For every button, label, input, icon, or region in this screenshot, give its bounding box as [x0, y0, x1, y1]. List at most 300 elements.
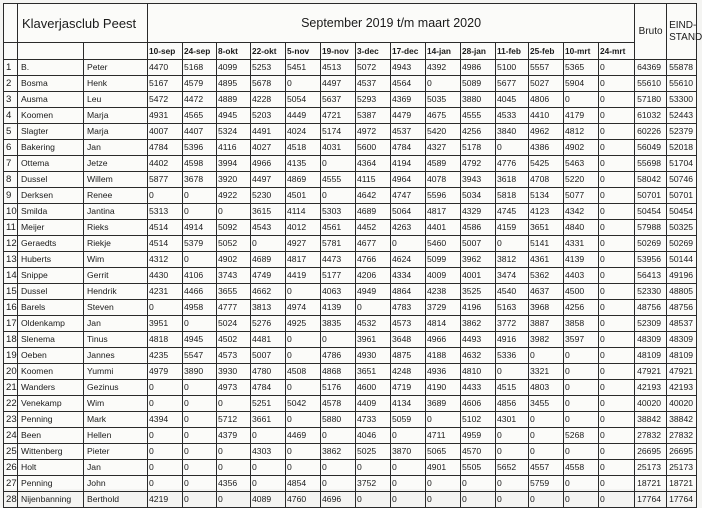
table-row: [4, 60, 697, 76]
score-cell: 5451: [286, 60, 321, 76]
score-cell: 4786: [321, 348, 356, 364]
first-name-cell: Rieks: [84, 220, 148, 236]
table-row: [4, 140, 697, 156]
score-cell: 4256: [461, 124, 496, 140]
score-cell: 5065: [426, 444, 461, 460]
eindstand-cell: 17764: [667, 492, 697, 508]
bruto-cell: 52309: [635, 316, 667, 332]
score-cell: 3862: [461, 316, 496, 332]
score-cell: 5100: [496, 60, 529, 76]
score-cell: 4579: [183, 76, 217, 92]
rank-cell: 28: [4, 492, 18, 508]
score-cell: 4689: [356, 204, 391, 220]
score-cell: 4573: [391, 316, 426, 332]
score-cell: 0: [286, 332, 321, 348]
score-cell: 4840: [564, 220, 599, 236]
bruto-cell: 50701: [635, 188, 667, 204]
table-row: [4, 348, 697, 364]
score-cell: 4792: [461, 156, 496, 172]
eindstand-cell: 50746: [667, 172, 697, 188]
table-row: [4, 124, 697, 140]
score-cell: 0: [599, 76, 635, 92]
score-cell: 3772: [496, 316, 529, 332]
score-cell: 0: [217, 204, 251, 220]
score-cell: 5652: [496, 460, 529, 476]
score-cell: 5054: [286, 92, 321, 108]
table-row: [4, 396, 697, 412]
score-cell: 5203: [251, 108, 286, 124]
last-name-cell: Bakering: [18, 140, 84, 156]
score-cell: 4662: [251, 284, 286, 300]
last-name-cell: Derksen: [18, 188, 84, 204]
score-cell: 4895: [217, 76, 251, 92]
score-cell: 4979: [148, 364, 183, 380]
score-cell: 4123: [529, 204, 564, 220]
score-cell: 0: [599, 236, 635, 252]
table-row: [4, 76, 697, 92]
score-cell: 5596: [426, 188, 461, 204]
score-cell: 4943: [391, 60, 426, 76]
score-cell: 0: [599, 92, 635, 108]
score-cell: 0: [183, 444, 217, 460]
first-name-cell: Henk: [84, 76, 148, 92]
score-cell: 0: [461, 476, 496, 492]
bruto-cell: 48756: [635, 300, 667, 316]
eindstand-cell: 52443: [667, 108, 697, 124]
score-cell: 4401: [426, 220, 461, 236]
score-cell: 3887: [529, 316, 564, 332]
score-cell: 5007: [251, 348, 286, 364]
score-cell: 4677: [356, 236, 391, 252]
score-cell: 4869: [286, 172, 321, 188]
score-cell: 5505: [461, 460, 496, 476]
score-cell: 4721: [321, 108, 356, 124]
score-cell: 0: [286, 412, 321, 428]
score-cell: 3729: [426, 300, 461, 316]
score-cell: 3474: [496, 268, 529, 284]
score-cell: 3835: [321, 316, 356, 332]
score-cell: 5425: [529, 156, 564, 172]
club-name: Klaverjasclub Peest: [18, 4, 148, 43]
score-cell: 5024: [217, 316, 251, 332]
score-cell: 4386: [529, 140, 564, 156]
score-cell: 4502: [217, 332, 251, 348]
eindstand-header-line1: EIND-: [669, 19, 697, 31]
score-cell: 3321: [529, 364, 564, 380]
score-cell: 0: [321, 188, 356, 204]
score-cell: 0: [426, 492, 461, 508]
eindstand-cell: 50144: [667, 252, 697, 268]
score-cell: 4557: [529, 460, 564, 476]
score-cell: 3982: [529, 332, 564, 348]
eindstand-cell: 25173: [667, 460, 697, 476]
score-cell: 4045: [496, 92, 529, 108]
score-cell: 4248: [391, 364, 426, 380]
score-cell: 0: [321, 156, 356, 172]
score-cell: 4179: [564, 108, 599, 124]
score-cell: 0: [496, 364, 529, 380]
score-cell: 4012: [286, 220, 321, 236]
first-name-cell: Wim: [84, 396, 148, 412]
score-cell: 0: [529, 348, 564, 364]
score-cell: 0: [391, 460, 426, 476]
score-cell: 5168: [183, 60, 217, 76]
bruto-cell: 48109: [635, 348, 667, 364]
score-cell: 4868: [321, 364, 356, 380]
date-header: 8-okt: [217, 43, 251, 60]
score-cell: 4329: [461, 204, 496, 220]
rank-cell: 21: [4, 380, 18, 396]
rank-cell: 25: [4, 444, 18, 460]
rank-cell: 11: [4, 220, 18, 236]
score-cell: 4497: [251, 172, 286, 188]
bruto-cell: 56049: [635, 140, 667, 156]
score-cell: 5379: [183, 236, 217, 252]
score-cell: 4856: [496, 396, 529, 412]
score-cell: 4419: [286, 268, 321, 284]
score-cell: 0: [148, 476, 183, 492]
last-name-cell: Barels: [18, 300, 84, 316]
score-cell: 0: [217, 444, 251, 460]
rank-cell: 12: [4, 236, 18, 252]
score-cell: 0: [217, 396, 251, 412]
score-cell: 5064: [391, 204, 426, 220]
score-cell: 4964: [391, 172, 426, 188]
score-cell: 5167: [148, 76, 183, 92]
last-name-cell: Meijer: [18, 220, 84, 236]
score-cell: 4783: [391, 300, 426, 316]
score-cell: 4500: [564, 284, 599, 300]
first-name-cell: Leu: [84, 92, 148, 108]
score-cell: 3858: [564, 316, 599, 332]
score-cell: 0: [183, 412, 217, 428]
bruto-header: Bruto: [635, 4, 667, 60]
first-name-cell: Gezinus: [84, 380, 148, 396]
score-cell: 4331: [564, 236, 599, 252]
table-row: [4, 92, 697, 108]
table-row: [4, 204, 697, 220]
score-cell: 4024: [286, 124, 321, 140]
score-cell: 0: [599, 284, 635, 300]
score-cell: 5178: [461, 140, 496, 156]
score-cell: 5102: [461, 412, 496, 428]
score-cell: 4078: [426, 172, 461, 188]
last-name-cell: Dussel: [18, 172, 84, 188]
date-header: 22-okt: [251, 43, 286, 60]
rank-cell: 8: [4, 172, 18, 188]
date-header: 25-feb: [529, 43, 564, 60]
last-name-cell: Slagter: [18, 124, 84, 140]
score-cell: 5547: [183, 348, 217, 364]
score-cell: 5904: [564, 76, 599, 92]
bruto-cell: 55610: [635, 76, 667, 92]
score-cell: 0: [391, 428, 426, 444]
score-cell: 5052: [217, 236, 251, 252]
first-name-cell: Yummi: [84, 364, 148, 380]
score-cell: 4452: [356, 220, 391, 236]
first-name-cell: Peter: [84, 60, 148, 76]
score-cell: 4007: [148, 124, 183, 140]
score-cell: 0: [251, 428, 286, 444]
score-cell: 0: [148, 300, 183, 316]
score-cell: 4642: [356, 188, 391, 204]
score-cell: 4342: [564, 204, 599, 220]
score-cell: 5035: [426, 92, 461, 108]
score-cell: 4600: [356, 380, 391, 396]
table-row: [4, 252, 697, 268]
score-cell: 4491: [251, 124, 286, 140]
date-header: 24-mrt: [599, 43, 635, 60]
bruto-cell: 61032: [635, 108, 667, 124]
score-cell: 5759: [529, 476, 564, 492]
score-cell: 4188: [426, 348, 461, 364]
score-cell: 0: [564, 92, 599, 108]
eindstand-cell: 42193: [667, 380, 697, 396]
table-row: [4, 300, 697, 316]
score-cell: 4263: [391, 220, 426, 236]
first-name-cell: John: [84, 476, 148, 492]
score-cell: 5174: [321, 124, 356, 140]
last-name-cell: Wittenberg: [18, 444, 84, 460]
score-cell: 4916: [496, 332, 529, 348]
score-cell: 0: [599, 268, 635, 284]
score-cell: 4301: [496, 412, 529, 428]
score-cell: 0: [599, 188, 635, 204]
score-cell: 4139: [321, 300, 356, 316]
score-cell: 4606: [461, 396, 496, 412]
date-header: 14-jan: [426, 43, 461, 60]
bruto-cell: 52330: [635, 284, 667, 300]
score-cell: 0: [599, 444, 635, 460]
score-cell: 4974: [286, 300, 321, 316]
score-cell: 4745: [496, 204, 529, 220]
score-cell: 5089: [461, 76, 496, 92]
score-cell: 0: [599, 300, 635, 316]
table-row: [4, 412, 697, 428]
score-cell: 0: [599, 252, 635, 268]
score-cell: 4515: [496, 380, 529, 396]
score-cell: 0: [183, 252, 217, 268]
score-cell: 0: [599, 476, 635, 492]
score-cell: 3890: [183, 364, 217, 380]
last-name-cell: Ottema: [18, 156, 84, 172]
score-cell: 0: [217, 460, 251, 476]
score-cell: 5027: [529, 76, 564, 92]
score-cell: 4922: [217, 188, 251, 204]
score-cell: 0: [217, 492, 251, 508]
eindstand-header: [667, 4, 702, 60]
score-cell: 4219: [148, 492, 183, 508]
first-name-cell: Berthold: [84, 492, 148, 508]
score-cell: 3920: [217, 172, 251, 188]
score-cell: 4402: [148, 156, 183, 172]
score-cell: 4139: [564, 252, 599, 268]
score-cell: 0: [599, 124, 635, 140]
score-cell: 4930: [356, 348, 391, 364]
score-cell: 4497: [321, 76, 356, 92]
score-cell: 0: [148, 396, 183, 412]
score-cell: 4784: [251, 380, 286, 396]
last-name-cell: Been: [18, 428, 84, 444]
score-cell: 4814: [426, 316, 461, 332]
score-cell: 4238: [426, 284, 461, 300]
eindstand-cell: 48309: [667, 332, 697, 348]
score-cell: 3862: [321, 444, 356, 460]
eindstand-cell: 51704: [667, 156, 697, 172]
score-cell: 4473: [321, 252, 356, 268]
score-cell: 5781: [321, 236, 356, 252]
score-cell: 4392: [426, 60, 461, 76]
score-cell: 0: [496, 444, 529, 460]
score-cell: 5042: [286, 396, 321, 412]
first-name-cell: Jan: [84, 316, 148, 332]
score-cell: 4598: [183, 156, 217, 172]
score-cell: 0: [461, 492, 496, 508]
last-name-cell: Oldenkamp: [18, 316, 84, 332]
score-cell: 3651: [529, 220, 564, 236]
rank-cell: 7: [4, 156, 18, 172]
score-cell: 4570: [461, 444, 496, 460]
score-cell: 0: [356, 460, 391, 476]
score-cell: 4675: [426, 108, 461, 124]
score-cell: 5077: [564, 188, 599, 204]
score-cell: 5365: [564, 60, 599, 76]
first-name-cell: Wim: [84, 252, 148, 268]
score-cell: 0: [599, 140, 635, 156]
score-cell: 4364: [356, 156, 391, 172]
score-cell: 0: [599, 156, 635, 172]
score-cell: 4749: [251, 268, 286, 284]
score-cell: 5600: [356, 140, 391, 156]
last-name-cell: Koomen: [18, 108, 84, 124]
score-cell: 4194: [391, 156, 426, 172]
bruto-cell: 38842: [635, 412, 667, 428]
table-row: [4, 236, 697, 252]
score-cell: 4927: [286, 236, 321, 252]
score-cell: 4031: [321, 140, 356, 156]
rank-cell: 3: [4, 92, 18, 108]
first-name-cell: Pieter: [84, 444, 148, 460]
score-cell: 4902: [217, 252, 251, 268]
score-cell: 3870: [391, 444, 426, 460]
first-name-cell: Marja: [84, 108, 148, 124]
score-cell: 0: [599, 60, 635, 76]
score-cell: 4747: [391, 188, 426, 204]
score-cell: 5677: [496, 76, 529, 92]
score-cell: 0: [183, 460, 217, 476]
score-cell: 0: [599, 396, 635, 412]
rank-cell: 26: [4, 460, 18, 476]
score-cell: 3961: [356, 332, 391, 348]
score-cell: 4312: [148, 252, 183, 268]
score-cell: 0: [599, 492, 635, 508]
score-cell: 0: [496, 428, 529, 444]
score-cell: 4812: [564, 124, 599, 140]
score-cell: 0: [599, 220, 635, 236]
score-cell: 5099: [426, 252, 461, 268]
score-cell: 4466: [183, 284, 217, 300]
table-row: [4, 172, 697, 188]
score-cell: 4637: [529, 284, 564, 300]
eindstand-cell: 27832: [667, 428, 697, 444]
score-cell: 0: [286, 380, 321, 396]
bruto-cell: 48309: [635, 332, 667, 348]
score-cell: 4356: [217, 476, 251, 492]
bruto-cell: 57180: [635, 92, 667, 108]
score-cell: 5293: [356, 92, 391, 108]
score-cell: 4902: [564, 140, 599, 156]
score-cell: 3455: [529, 396, 564, 412]
eindstand-cell: 26695: [667, 444, 697, 460]
score-cell: 3880: [461, 92, 496, 108]
first-name-cell: Jan: [84, 140, 148, 156]
date-header: 5-nov: [286, 43, 321, 60]
score-cell: 3651: [356, 364, 391, 380]
score-cell: 4134: [391, 396, 426, 412]
eindstand-cell: 52379: [667, 124, 697, 140]
score-cell: 5303: [321, 204, 356, 220]
score-cell: 4818: [148, 332, 183, 348]
score-cell: 0: [529, 412, 564, 428]
score-cell: 0: [321, 476, 356, 492]
score-cell: 3943: [461, 172, 496, 188]
score-cell: 4962: [529, 124, 564, 140]
score-cell: 0: [183, 204, 217, 220]
score-cell: 4481: [251, 332, 286, 348]
score-cell: 3655: [217, 284, 251, 300]
score-cell: 4589: [426, 156, 461, 172]
score-cell: 0: [321, 460, 356, 476]
date-header: 3-dec: [356, 43, 391, 60]
date-header: 11-feb: [496, 43, 529, 60]
score-cell: 3951: [148, 316, 183, 332]
score-cell: 4958: [183, 300, 217, 316]
bruto-cell: 53956: [635, 252, 667, 268]
last-name-cell: Venekamp: [18, 396, 84, 412]
score-cell: 0: [564, 476, 599, 492]
score-cell: 0: [529, 444, 564, 460]
score-cell: 5276: [251, 316, 286, 332]
last-name-cell: Snippe: [18, 268, 84, 284]
rank-cell: 2: [4, 76, 18, 92]
first-name-cell: Riekje: [84, 236, 148, 252]
score-cell: 0: [391, 492, 426, 508]
score-cell: 0: [599, 412, 635, 428]
score-cell: 5092: [217, 220, 251, 236]
score-cell: 4561: [321, 220, 356, 236]
score-cell: 4135: [286, 156, 321, 172]
score-cell: 4099: [217, 60, 251, 76]
last-name-cell: Oeben: [18, 348, 84, 364]
score-cell: 5362: [529, 268, 564, 284]
score-cell: 4810: [461, 364, 496, 380]
score-cell: 0: [286, 444, 321, 460]
season-period: September 2019 t/m maart 2020: [148, 4, 635, 43]
last-name-cell: Geraedts: [18, 236, 84, 252]
score-cell: 5637: [321, 92, 356, 108]
eindstand-header-line2: STAND: [669, 31, 702, 43]
score-cell: 0: [599, 348, 635, 364]
bruto-cell: 55698: [635, 156, 667, 172]
last-name-cell: Dussel: [18, 284, 84, 300]
score-cell: 4493: [461, 332, 496, 348]
score-cell: 4708: [529, 172, 564, 188]
score-cell: 0: [183, 396, 217, 412]
bruto-cell: 57988: [635, 220, 667, 236]
score-cell: 0: [148, 380, 183, 396]
score-cell: 4106: [183, 268, 217, 284]
score-cell: 4470: [148, 60, 183, 76]
